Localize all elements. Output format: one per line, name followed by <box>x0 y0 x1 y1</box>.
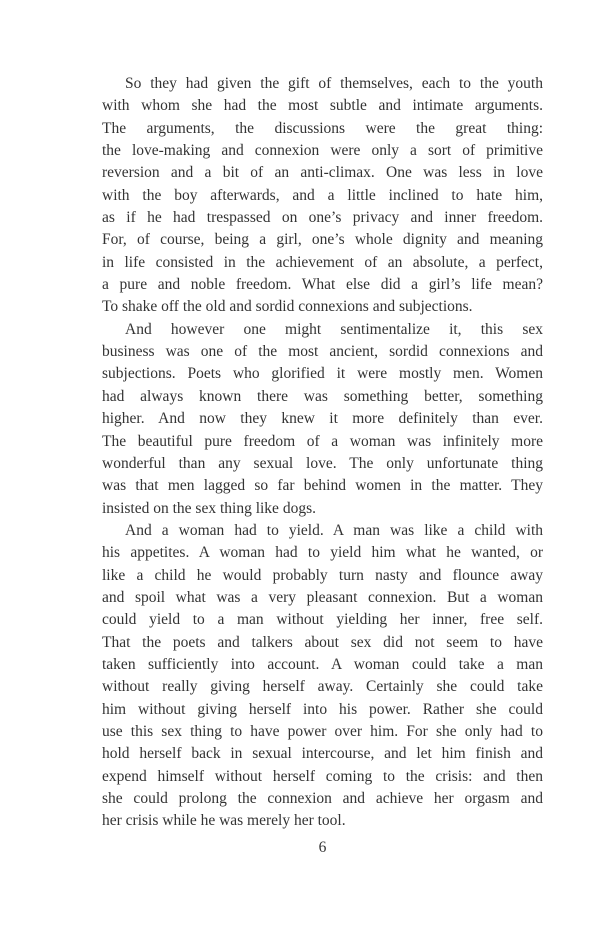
text-line: insisted on the sex thing like dogs. <box>102 499 316 517</box>
text-line: she could prolong the connexion and achieve her orgasm and <box>102 790 543 807</box>
text-line: his appetites. A woman had to yield him what he wanted, or <box>102 544 543 562</box>
text-line: with whom she had the most subtle and intimate arguments. <box>102 97 543 115</box>
text-line: could yield to a man without yielding her inner, free self. <box>102 611 543 629</box>
text-line: him without giving herself into his power. Rather she could <box>102 700 543 718</box>
text-line: without really giving herself away. Certainly she could take <box>102 678 543 696</box>
text-line: was that men lagged so far behind women in the matter. They <box>102 477 543 495</box>
page-number: 6 <box>318 838 327 856</box>
text-line: higher. And now they knew it more definitely than ever. <box>102 410 543 428</box>
text-line: To shake off the old and sordid connexions and subjections. <box>102 298 473 316</box>
text-line: reversion and a bit of an anti-climax. One was less in love <box>102 164 543 182</box>
text-line: The beautiful pure freedom of a woman was infinitely more <box>102 432 543 450</box>
text-line: had always known there was something better, something <box>102 387 543 405</box>
text-line: in life consisted in the achievement of an absolute, a perfect, <box>102 253 543 271</box>
text-line: as if he had trespassed on one’s privacy and inner freedom. <box>102 209 543 227</box>
text-line: expend himself without herself coming to the crisis: and then <box>102 767 543 785</box>
text-line: like a child he would probably turn nasty and flounce away <box>102 566 543 584</box>
text-line: So they had given the gift of themselves, each to the youth <box>125 75 543 92</box>
text-line: with the boy afterwards, and a little inclined to hate him, <box>102 186 543 204</box>
text-line: the love-making and connexion were only a sort of primitive <box>102 142 543 160</box>
text-line: wonderful than any sexual love. The only unfortunate thing <box>102 454 543 472</box>
text-line: That the poets and talkers about sex did not seem to have <box>102 633 543 651</box>
text-line: taken sufficiently into account. A woman could take a man <box>102 655 543 673</box>
text-line: hold herself back in sexual intercourse, and let him finish and <box>102 745 543 763</box>
body-text <box>102 73 543 859</box>
text-line: And a woman had to yield. A man was like a child with <box>125 521 543 539</box>
text-line: her crisis while he was merely her tool. <box>102 812 346 830</box>
text-line: The arguments, the discussions were the great thing: <box>102 119 543 137</box>
text-line: And however one might sentimentalize it, this sex <box>125 320 543 338</box>
text-line: For, of course, being a girl, one’s whole dignity and meaning <box>102 231 543 249</box>
text-line: use this sex thing to have power over him. For she only had to <box>102 722 543 740</box>
text-line: subjections. Poets who glorified it were mostly men. Women <box>102 365 543 383</box>
text-line: business was one of the most ancient, sordid connexions and <box>102 343 543 361</box>
text-line: a pure and noble freedom. What else did a girl’s life mean? <box>102 276 543 294</box>
text-line: and spoil what was a very pleasant connexion. But a woman <box>102 588 543 606</box>
